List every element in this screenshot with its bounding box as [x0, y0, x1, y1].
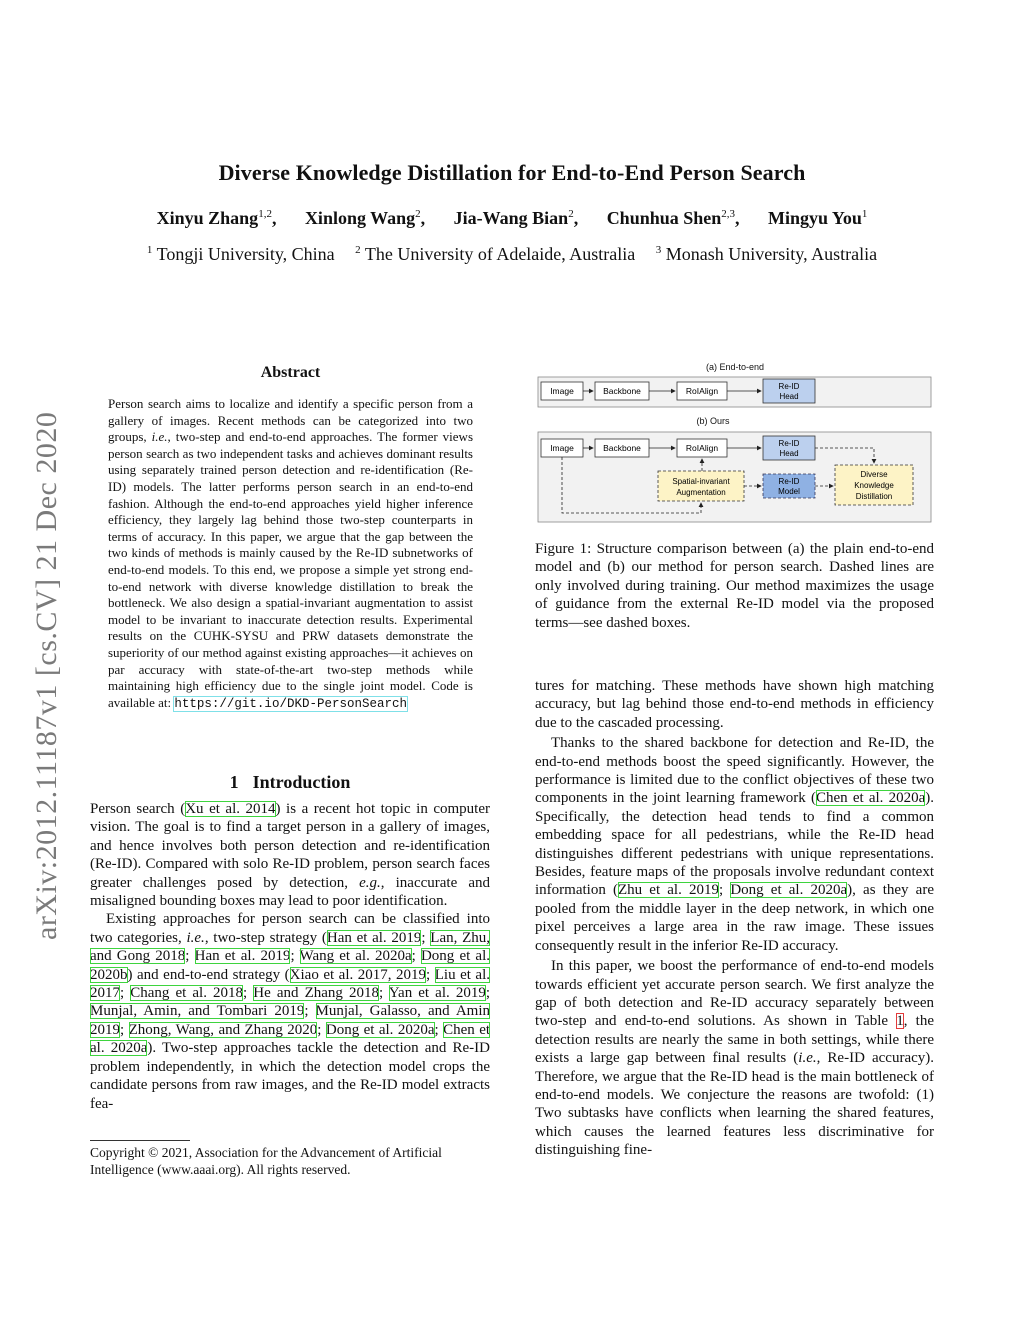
paragraph: In this paper, we boost the performance of end-to-end models towards efficient yet accurate person search. We first analyze the gap of both detection and Re-ID accuracy separately between two-step and end-to-end solutions. As shown in Table 1, the detection results are nearly the same in both settings, while there exists a large gap between final results (i.e., Re-ID accuracy). Therefore, we argue that the Re-ID head is the main bottleneck of end-to-end models. We conjecture the reasons are twofold: (1) Two subtasks have conflicts when learning the shared features, which causes the learned features less discriminative for distinguishing fine- [535, 958, 935, 1159]
citation-link[interactable]: He and Zhang 2018 [253, 985, 379, 1002]
dkd-label-2: Knowledge [854, 481, 894, 490]
citation-link[interactable]: Chang et al. 2018 [130, 985, 244, 1002]
citation-link[interactable]: Zhu et al. 2019 [617, 882, 719, 899]
author: Xinlong Wang$^2$, [304, 208, 426, 228]
abstract-body: Person search aims to localize and identify a specific person from a gallery of images. Recent methods can be categorized into two groups, i.e., two-step and end-to-end approaches. The former views person search as two independent tasks and achieves dominant results using separately trained person detection and re-identification (Re-ID) models. The latter performs person search in an end-to-end fashion. Although the end-to-end approaches yield higher inference efficiency, they largely lag behind those two-step counterparts in terms of accuracy. In this paper, we argue that the gap between the two kinds of methods is mainly caused by the Re-ID subnetworks of end-to-end models. To this end, we propose a simple yet strong end-to-end network with diverse knowledge distillation to break the bottleneck. We also design a spatial-invariant augmentation to assist model to be invariant to inaccurate detection results. Experimental results on the CUHK-SYSU and PRW datasets demonstrate the superiority of our method against existing approaches—it achieves on par accuracy with state-of-the-art two-step methods while maintaining high efficiency due to the single joint model. Code is available at: https://git.io/DKD-PersonSearch [108, 396, 473, 711]
author: Xinyu Zhang$^{1,2}$, [156, 208, 277, 228]
reid-head-label-1: Re-ID [778, 382, 800, 391]
citation-link[interactable]: Xu et al. 2014 [185, 801, 276, 817]
author-list [0, 208, 1024, 229]
paragraph-continues: ). Two-step approaches tackle the detection and Re-ID problem independently, in which the detection model crops the candidate persons from raw images, and the Re-ID model extracts fea- [90, 1040, 491, 1112]
reid-model-label-2: Model [778, 487, 800, 496]
paper-title: Diverse Knowledge Distillation for End-to-End Person Search [218, 160, 806, 185]
code-link[interactable]: https://git.io/DKD-PersonSearch [174, 696, 407, 711]
image-box-label: Image [550, 386, 574, 396]
reid-head-label-1: Re-ID [778, 439, 800, 448]
citation-link[interactable]: Han et al. 2019 [194, 948, 291, 965]
citation-link[interactable]: Yan et al. 2019 [388, 985, 486, 1002]
arxiv-identifier: arXiv:2012.11187v1 [cs.CV] 21 Dec 2020 [30, 411, 63, 940]
reid-head-label-2: Head [779, 392, 799, 401]
citation-link[interactable]: Liu et al. 2017 [90, 966, 490, 1002]
reid-model-label-1: Re-ID [778, 477, 800, 486]
figure-1-caption: Figure 1: Structure comparison between (a) the plain end-to-end model and (b) our method for person search. Dashed lines are only involved during training. Our method maximizes the usage of guidance from the external Re-ID model via the proposed terms—see dashed boxes. [535, 541, 934, 631]
citation-link[interactable]: Dong et al. 2020b [90, 948, 490, 983]
citation-link[interactable]: Lan, Zhu, and Gong 2018 [90, 929, 490, 965]
citation-link[interactable]: Dong et al. 2020a [730, 882, 848, 899]
image-box-label: Image [550, 443, 574, 453]
dkd-label-1: Diverse [860, 470, 888, 479]
paragraph: Thanks to the shared backbone for detection and Re-ID, the end-to-end methods boost the speed significantly. However, the performance is limited due to the conflict objectives of these two components in the joint learning framework (Chen et al. 2020a). Specifically, the detection head tends to find a common embedding space for all pedestrians, while the Re-ID head distinguishes different pedestrians with unique representations. Besides, feature maps of the proposals involve redundant context information (Zhu et al. 2019; Dong et al. 2020a), as they are pooled from the middle layer in the deep network, in which one pixel perceives a large area in the raw image. These issues consequently result in the inferior Re-ID accuracy. [535, 735, 934, 954]
affiliation: $^1$ Tongji University, China [146, 244, 335, 264]
citation-link[interactable]: Zhong, Wang, and Zhang 2020 [128, 1021, 318, 1038]
copyright-footnote: Copyright © 2021, Association for the Advancement of Artificial Intelligence (www.aaai.org). All rights reserved. [90, 1145, 442, 1177]
citation-link[interactable]: Han et al. 2019 [326, 929, 422, 946]
roialign-box-label: RoIAlign [685, 386, 719, 396]
footnote-rule [90, 1140, 190, 1141]
panel-b-label: (b) Ours [696, 416, 730, 426]
affiliation-list [0, 244, 1024, 265]
citation-link[interactable]: Wang et al. 2020a [299, 948, 412, 965]
paragraph: tures for matching. These methods have shown high matching accuracy, but lag behind those end-to-end methods in efficiency due to the cascaded processing. [535, 678, 934, 731]
backbone-box-label: Backbone [603, 443, 641, 453]
citation-link[interactable]: Dong et al. 2020a [325, 1021, 435, 1038]
table-reference-link[interactable]: 1 [896, 1013, 904, 1030]
panel-a-label: (a) End-to-end [705, 362, 765, 372]
sia-label-2: Augmentation [676, 488, 726, 497]
section-heading-introduction: 1 Introduction [229, 772, 351, 792]
backbone-box-label: Backbone [603, 386, 641, 396]
author: Mingyu You$^1$ [768, 208, 868, 228]
dkd-label-3: Distillation [855, 492, 893, 501]
paragraph: Existing approaches for person search can be classified into two categories, i.e., two-step strategy (Han et al. 2019; Lan, Zhu, and Gong 2018; Han et al. 2019; Wang et al. 2020a; Dong et al. 2020b) and end-to-end strategy (Xiao et al. 2017, 2019; Liu et al. 2017; Chang et al. 2018; He and Zhang 2018; Yan et al. 2019; Munjal, Amin, and Tombari 2019; Munjal, Galasso, and Amin 2019; Zhong, Wang, and Zhang 2020; Dong et al. 2020a; Chen et al. 2020a). Two-step approaches tackle the detection and Re-ID problem independently, in which the detection model crops the candidate persons from raw images, and the Re-ID model extracts fea- [90, 911, 491, 1112]
citation-link[interactable]: Munjal, Galasso, and Amin 2019 [90, 1003, 490, 1038]
citation-link[interactable]: Chen et al. 2020a [90, 1021, 491, 1057]
intro-right-column [535, 677, 934, 1160]
author: Jia-Wang Bian$^2$, [453, 208, 579, 228]
affiliation: $^3$ Monash University, Australia [655, 244, 878, 264]
paragraph: Person search (Xu et al. 2014) is a recent hot topic in computer vision. The goal is to find a target person in a gallery of images, and hence involves both person detection and re-identification (Re-ID). Compared with solo Re-ID problem, person search faces greater challenges posed by detection, e.g., inaccurate and misaligned bounding boxes may lead to poor identification. [90, 801, 491, 910]
figure-1 [537, 360, 933, 525]
affiliation: $^2$ The University of Adelaide, Australia [355, 244, 636, 264]
author: Chunhua Shen$^{2,3}$, [606, 208, 740, 228]
intro-left-column [90, 800, 490, 1113]
reid-head-label-2: Head [779, 449, 799, 458]
citation-link[interactable]: Xiao et al. 2017, 2019 [289, 966, 427, 983]
citation-link[interactable]: Chen et al. 2020a [815, 790, 926, 807]
sia-label-1: Spatial-invariant [672, 477, 730, 486]
roialign-box-label: RoIAlign [685, 443, 719, 453]
abstract-heading: Abstract [260, 364, 321, 381]
citation-link[interactable]: Munjal, Amin, and Tombari 2019 [90, 1003, 305, 1020]
